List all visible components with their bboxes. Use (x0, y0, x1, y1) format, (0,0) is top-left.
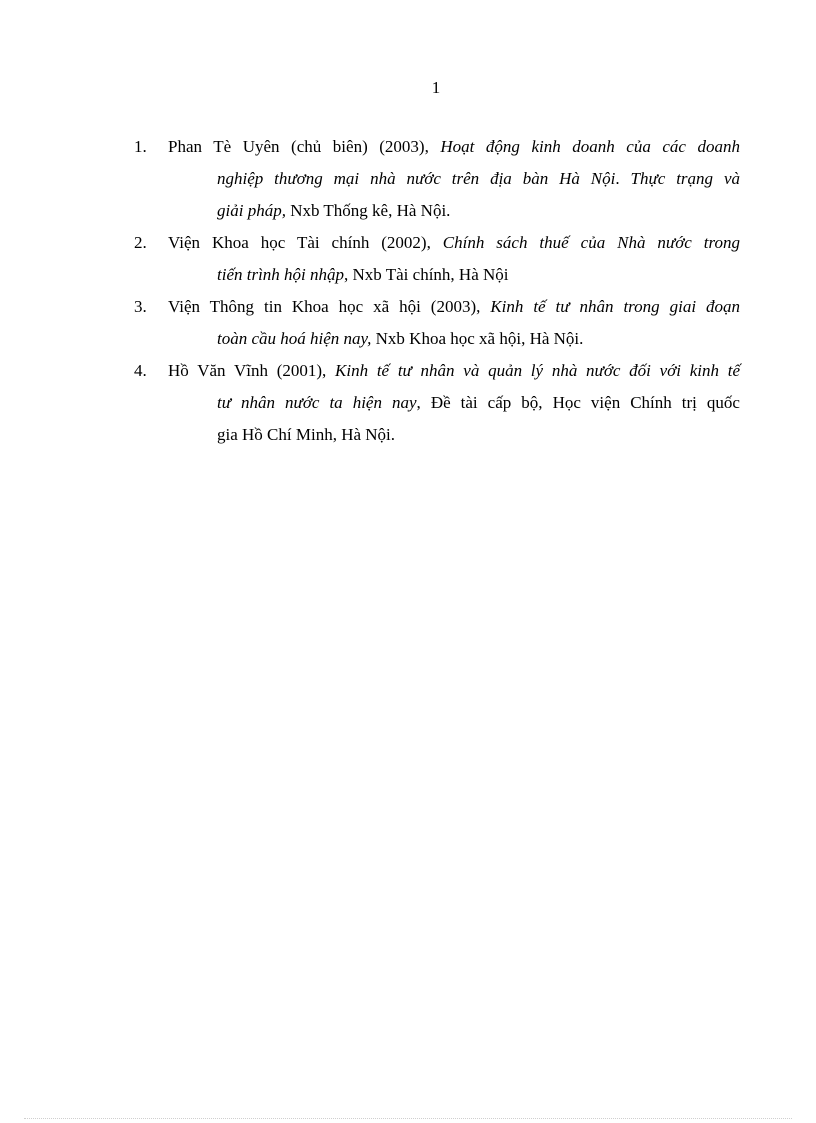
reference-text: gia Hồ Chí Minh, Hà Nội. (217, 425, 396, 444)
reference-text: Hồ Văn Vĩnh (2001), (168, 361, 336, 380)
reference-line (0, 291, 740, 323)
reference-title-text: Chính sách thuế của Nhà nước trong (442, 233, 740, 252)
reference-item (0, 227, 816, 291)
reference-line (0, 259, 740, 291)
reference-title-text: nghiệp thương mại nhà nước trên địa bàn Hà Nội (217, 169, 616, 188)
reference-title-text: Kinh tế tư nhân và quản lý nhà nước đối với kinh tế (335, 361, 740, 380)
reference-text: Viện Khoa học Tài chính (2002), (168, 233, 443, 252)
reference-text: Nxb Thống kê, Hà Nội. (285, 201, 451, 220)
reference-line (0, 387, 740, 419)
reference-line (0, 163, 740, 195)
reference-title-text: tiến trình hội nhập (217, 265, 345, 284)
reference-line (0, 195, 740, 227)
reference-line (0, 227, 740, 259)
reference-line (0, 131, 740, 163)
reference-title-text: Hoạt động kinh doanh của các doanh (440, 137, 740, 156)
page-bottom-border (24, 1118, 792, 1119)
reference-text: Viện Thông tin Khoa học xã hội (2003), (168, 297, 491, 316)
reference-title-text: toàn cầu hoá hiện nay, (217, 329, 372, 348)
reference-text: Nxb Khoa học xã hội, Hà Nội. (371, 329, 584, 348)
reference-text: . (615, 169, 631, 188)
reference-title-text: Thực trạng và (630, 169, 741, 188)
reference-line (0, 419, 740, 451)
reference-number: 1. (134, 137, 147, 156)
reference-line (0, 323, 740, 355)
reference-text: , Đề tài cấp bộ, Học viện Chính trị quốc (416, 393, 740, 412)
reference-number: 3. (134, 297, 147, 316)
reference-title-text: tư nhân nước ta hiện nay (217, 393, 417, 412)
reference-line (0, 355, 740, 387)
reference-list (0, 131, 816, 451)
reference-number: 2. (134, 233, 147, 252)
reference-text: Phan Tè Uyên (chủ biên) (2003), (168, 137, 441, 156)
reference-text: , Nxb Tài chính, Hà Nội (344, 265, 509, 284)
reference-title-text: Kinh tế tư nhân trong giai đoạn (490, 297, 740, 316)
reference-item (0, 131, 816, 227)
reference-item (0, 291, 816, 355)
reference-number: 4. (134, 361, 147, 380)
page-number: 1 (431, 78, 441, 97)
reference-item (0, 355, 816, 451)
reference-title-text: giải pháp, (217, 201, 286, 220)
